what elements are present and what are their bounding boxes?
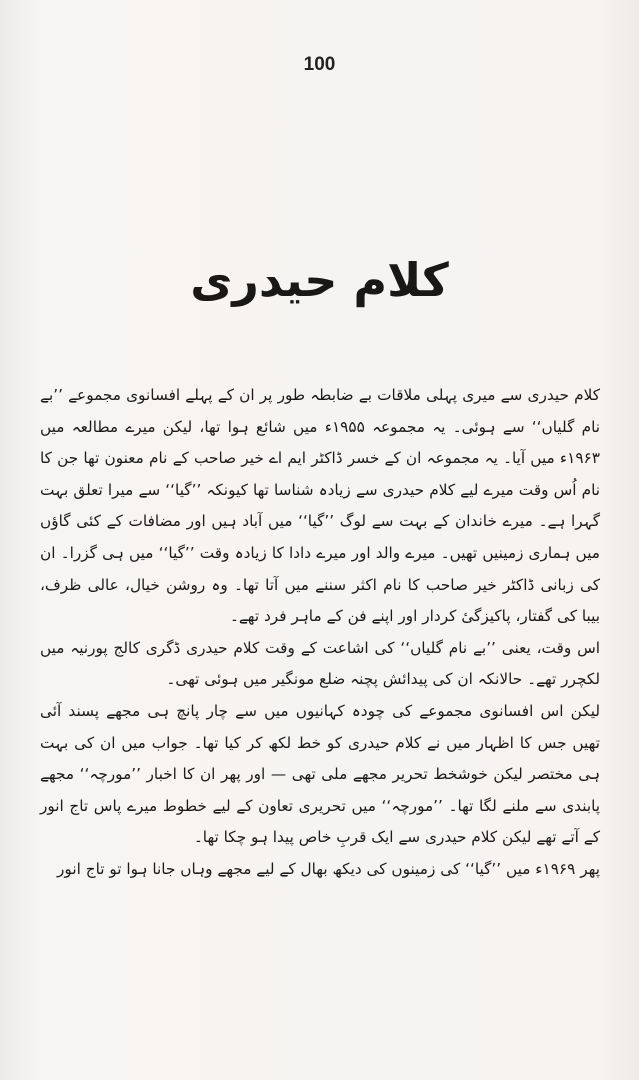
- paragraph-2: اس وقت، یعنی ’’بے نام گلیاں‘‘ کی اشاعت کے وقت کلام حیدری ڈگری کالج پورنیہ میں لکچرر تھے۔ حالانکہ ان کی پیدائش پچنہ ضلع مونگیر میں ہوئی تھی۔: [40, 638, 600, 689]
- paragraph-1: کلام حیدری سے میری پہلی ملاقات بے ضابطہ طور پر ان کے پہلے افسانوی مجموعے ’’بے نام گلیاں‘‘ سے ہوئی۔ یہ مجموعہ ۱۹۵۵ء میں شائع ہوا تھا، لیکن میرے مطالعہ میں ۱۹۶۳ء میں آیا۔ یہ مجموعہ ان کے خسر ڈاکٹر ایم اے خیر صاحب کے نام معنون تھا جن کا نام اُس وقت میرے لیے کلام حیدری سے زیادہ شناسا تھا کیونکہ ’’گیا‘‘ سے میرا تعلق بہت گہرا ہے۔ میرے خاندان کے بہت سے لوگ ’’گیا‘‘ میں آباد ہیں اور مضافات کے کئی گاؤں میں ہماری زمینیں تھیں۔ میرے والد اور میرے دادا کا زیادہ وقت ’’گیا‘‘ میں ہی گزرا۔ ان کی زبانی ڈاکٹر خیر صاحب کا نام اکثر سننے میں آتا تھا۔ وہ روشن خیال، عالی ظرف، بیبا کی گفتار، پاکیزگیٔ کردار اور اپنے فن کے ماہر فرد تھے۔: [40, 386, 601, 626]
- body-text: [40, 380, 600, 886]
- paragraph-4: پھر ۱۹۶۹ء میں ’’گیا‘‘ کی زمینوں کی دیکھ بھال کے لیے مجھے وہاں جانا ہوا تو تاج انور: [57, 859, 600, 878]
- chapter-title: کلام حیدری: [190, 253, 449, 307]
- paragraph-3: لیکن اس افسانوی مجموعے کی چودہ کہانیوں میں سے چار پانچ ہی مجھے پسند آئی تھیں جس کا اظہار میں نے کلام حیدری کو خط لکھ کر کیا تھا۔ جواب میں ان کی بہت ہی مختصر لیکن خوشخط تحریر مجھے ملی تھی — اور پھر ان کا اخبار ’’مورچہ‘‘ مجھے پابندی سے ملنے لگا تھا۔ ’’مورچہ‘‘ میں تحریری تعاون کے لیے خطوط میرے پاس تاج انور کے آتے تھے لیکن کلام حیدری سے ایک قربِ خاص پیدا ہو چکا تھا۔: [40, 701, 600, 847]
- page-number: 100: [303, 54, 336, 75]
